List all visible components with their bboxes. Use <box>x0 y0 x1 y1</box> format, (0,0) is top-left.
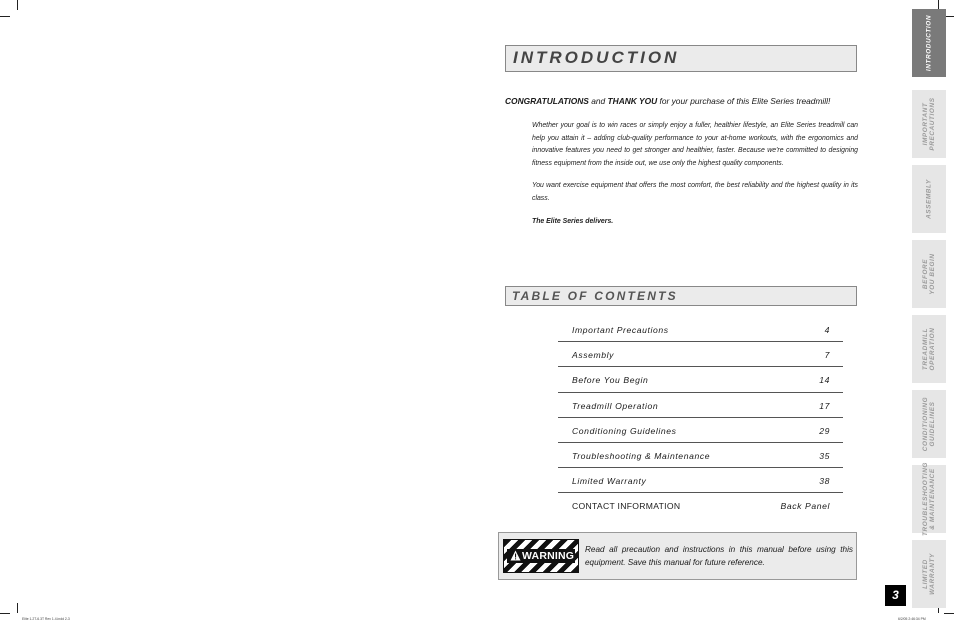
toc-page: 29 <box>819 425 830 436</box>
toc-title: TABLE OF CONTENTS <box>512 289 678 303</box>
crop-mark <box>944 613 954 614</box>
tab-label: TREADMILL OPERATION <box>922 327 936 371</box>
toc-page: 38 <box>819 476 830 487</box>
toc-row[interactable] <box>558 317 843 342</box>
toc-row[interactable] <box>558 342 843 367</box>
intro-paragraph-1: Whether your goal is to win races or simply enjoy a fuller, healthier lifestyle, an Elite Series treadmill can help you attain it – adding club-quality performance to your at-home workouts, with the ergonomics and innovative features you need to get stronger and healthier, faster. Because we're committed to designing fitness equipment from the inside out, we use only the highest quality components. <box>532 122 858 167</box>
toc-label: Conditioning Guidelines <box>572 425 677 436</box>
toc-page: 35 <box>819 450 830 461</box>
tab-conditioning-guidelines[interactable] <box>912 390 946 458</box>
toc-page: 17 <box>819 400 830 411</box>
page-number: 3 <box>885 585 906 606</box>
tab-label: IMPORTANT PRECAUTIONS <box>922 97 936 151</box>
warning-box <box>498 532 857 580</box>
toc-header <box>505 286 857 306</box>
tab-important-precautions[interactable] <box>912 90 946 158</box>
toc-row[interactable] <box>558 367 843 392</box>
toc-row[interactable] <box>558 493 843 518</box>
toc-row[interactable] <box>558 418 843 443</box>
toc-page: 14 <box>819 375 830 386</box>
congrats-bold-2: THANK YOU <box>607 96 658 106</box>
congrats-text-1: and <box>588 96 608 106</box>
tab-label: CONDITIONING GUIDELINES <box>922 396 936 452</box>
toc-label: Treadmill Operation <box>572 400 659 411</box>
toc-row[interactable] <box>558 393 843 418</box>
congrats-text-2: for your purchase of this Elite Series treadmill! <box>657 96 831 106</box>
print-slug-left: Elite 1.2T-6.3T Rev 1.4.indd 2-3 <box>22 617 70 621</box>
tab-label: INTRODUCTION <box>925 14 933 72</box>
toc-page: Back Panel <box>780 501 830 512</box>
warning-triangle-icon <box>510 550 521 561</box>
tab-label: ASSEMBLY <box>925 179 933 219</box>
crop-mark <box>0 613 10 614</box>
warning-badge <box>503 539 579 573</box>
warning-badge-label: WARNING <box>522 550 575 562</box>
tab-introduction[interactable] <box>912 9 946 77</box>
tab-treadmill-operation[interactable] <box>912 315 946 383</box>
toc-page: 7 <box>824 350 830 361</box>
toc-page: 4 <box>824 325 830 335</box>
tab-troubleshooting-maintenance[interactable] <box>912 462 946 536</box>
toc-label: CONTACT INFORMATION <box>572 501 681 512</box>
crop-mark <box>17 0 18 10</box>
tab-label: LIMITED WARRANTY <box>922 553 936 595</box>
warning-text: Read all precaution and instructions in this manual before using this equipment. Save this manual for future reference. <box>585 545 853 567</box>
congratulations-line <box>505 96 865 106</box>
tab-before-you-begin[interactable] <box>912 240 946 308</box>
crop-mark <box>0 16 10 17</box>
toc-label: Troubleshooting & Maintenance <box>572 450 711 461</box>
crop-mark <box>17 603 18 613</box>
congrats-bold-1: CONGRATULATIONS <box>505 96 589 106</box>
intro-paragraph-3: The Elite Series delivers. <box>532 218 614 225</box>
toc-label: Limited Warranty <box>572 476 647 487</box>
introduction-header <box>505 45 857 72</box>
toc-row[interactable] <box>558 468 843 493</box>
toc-row[interactable] <box>558 443 843 468</box>
print-slug-right: 6/2/05 2:46:34 PM <box>898 617 926 621</box>
toc-label: Important Precautions <box>572 325 669 335</box>
toc-label: Before You Begin <box>572 375 649 386</box>
toc-label: Assembly <box>572 350 615 361</box>
tab-limited-warranty[interactable] <box>912 540 946 608</box>
tab-label: TROUBLESHOOTING & MAINTENANCE <box>922 462 936 536</box>
introduction-title: INTRODUCTION <box>513 48 680 67</box>
toc-list <box>558 317 843 519</box>
tab-label: BEFORE YOU BEGIN <box>922 253 936 295</box>
tab-assembly[interactable] <box>912 165 946 233</box>
intro-paragraph-2: You want exercise equipment that offers the most comfort, the best reliability and the highest quality in its class. <box>532 182 858 202</box>
